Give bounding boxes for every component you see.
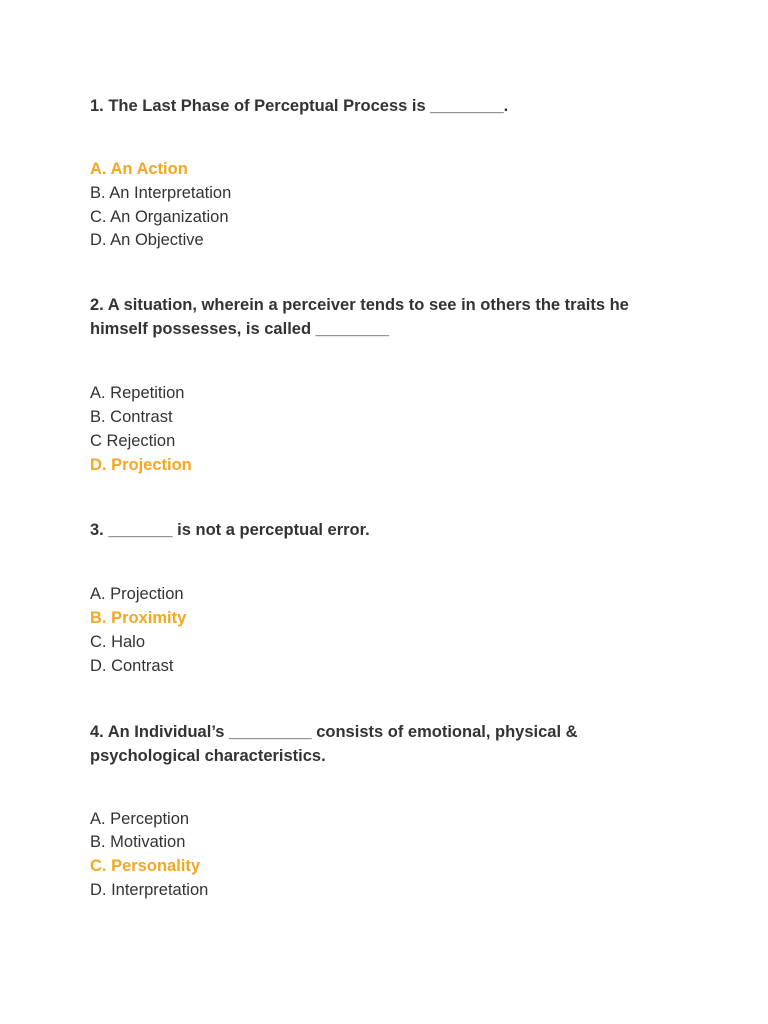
question-text: 3. _______ is not a perceptual error. xyxy=(90,521,370,540)
option-c-correct: C. Personality xyxy=(90,857,201,876)
option-a: A. Repetition xyxy=(90,384,185,403)
question-text: 4. An Individual’s _________ consists of emotional, physical & psychological characteristics. xyxy=(90,722,578,765)
answer-options xyxy=(90,158,690,253)
option-d-correct: D. Projection xyxy=(90,455,192,474)
option-a: A. Projection xyxy=(90,585,184,604)
option-c: C Rejection xyxy=(90,431,176,450)
option-b: B. Motivation xyxy=(90,833,186,852)
option-b: B. Contrast xyxy=(90,407,173,426)
option-d: D. Contrast xyxy=(90,656,174,675)
question-text: 1. The Last Phase of Perceptual Process is ________. xyxy=(90,97,509,115)
quiz-page xyxy=(90,94,690,903)
question-text: 2. A situation, wherein a perceiver tends to see in others the traits he himself possesses, is called ________ xyxy=(90,296,629,339)
option-d: D. Interpretation xyxy=(90,880,209,899)
answer-options xyxy=(90,382,690,477)
answer-options xyxy=(90,583,690,678)
option-a-correct: A. An Action xyxy=(90,160,188,178)
option-d: D. An Objective xyxy=(90,231,204,250)
answer-options xyxy=(90,808,690,903)
question-1 xyxy=(90,94,690,253)
option-c: C. Halo xyxy=(90,632,146,651)
option-c: C. An Organization xyxy=(90,207,229,226)
question-2 xyxy=(90,293,690,477)
question-3 xyxy=(90,518,690,678)
option-b-correct: B. Proximity xyxy=(90,609,187,628)
option-b: B. An Interpretation xyxy=(90,183,232,202)
option-a: A. Perception xyxy=(90,809,190,828)
question-4 xyxy=(90,720,690,903)
